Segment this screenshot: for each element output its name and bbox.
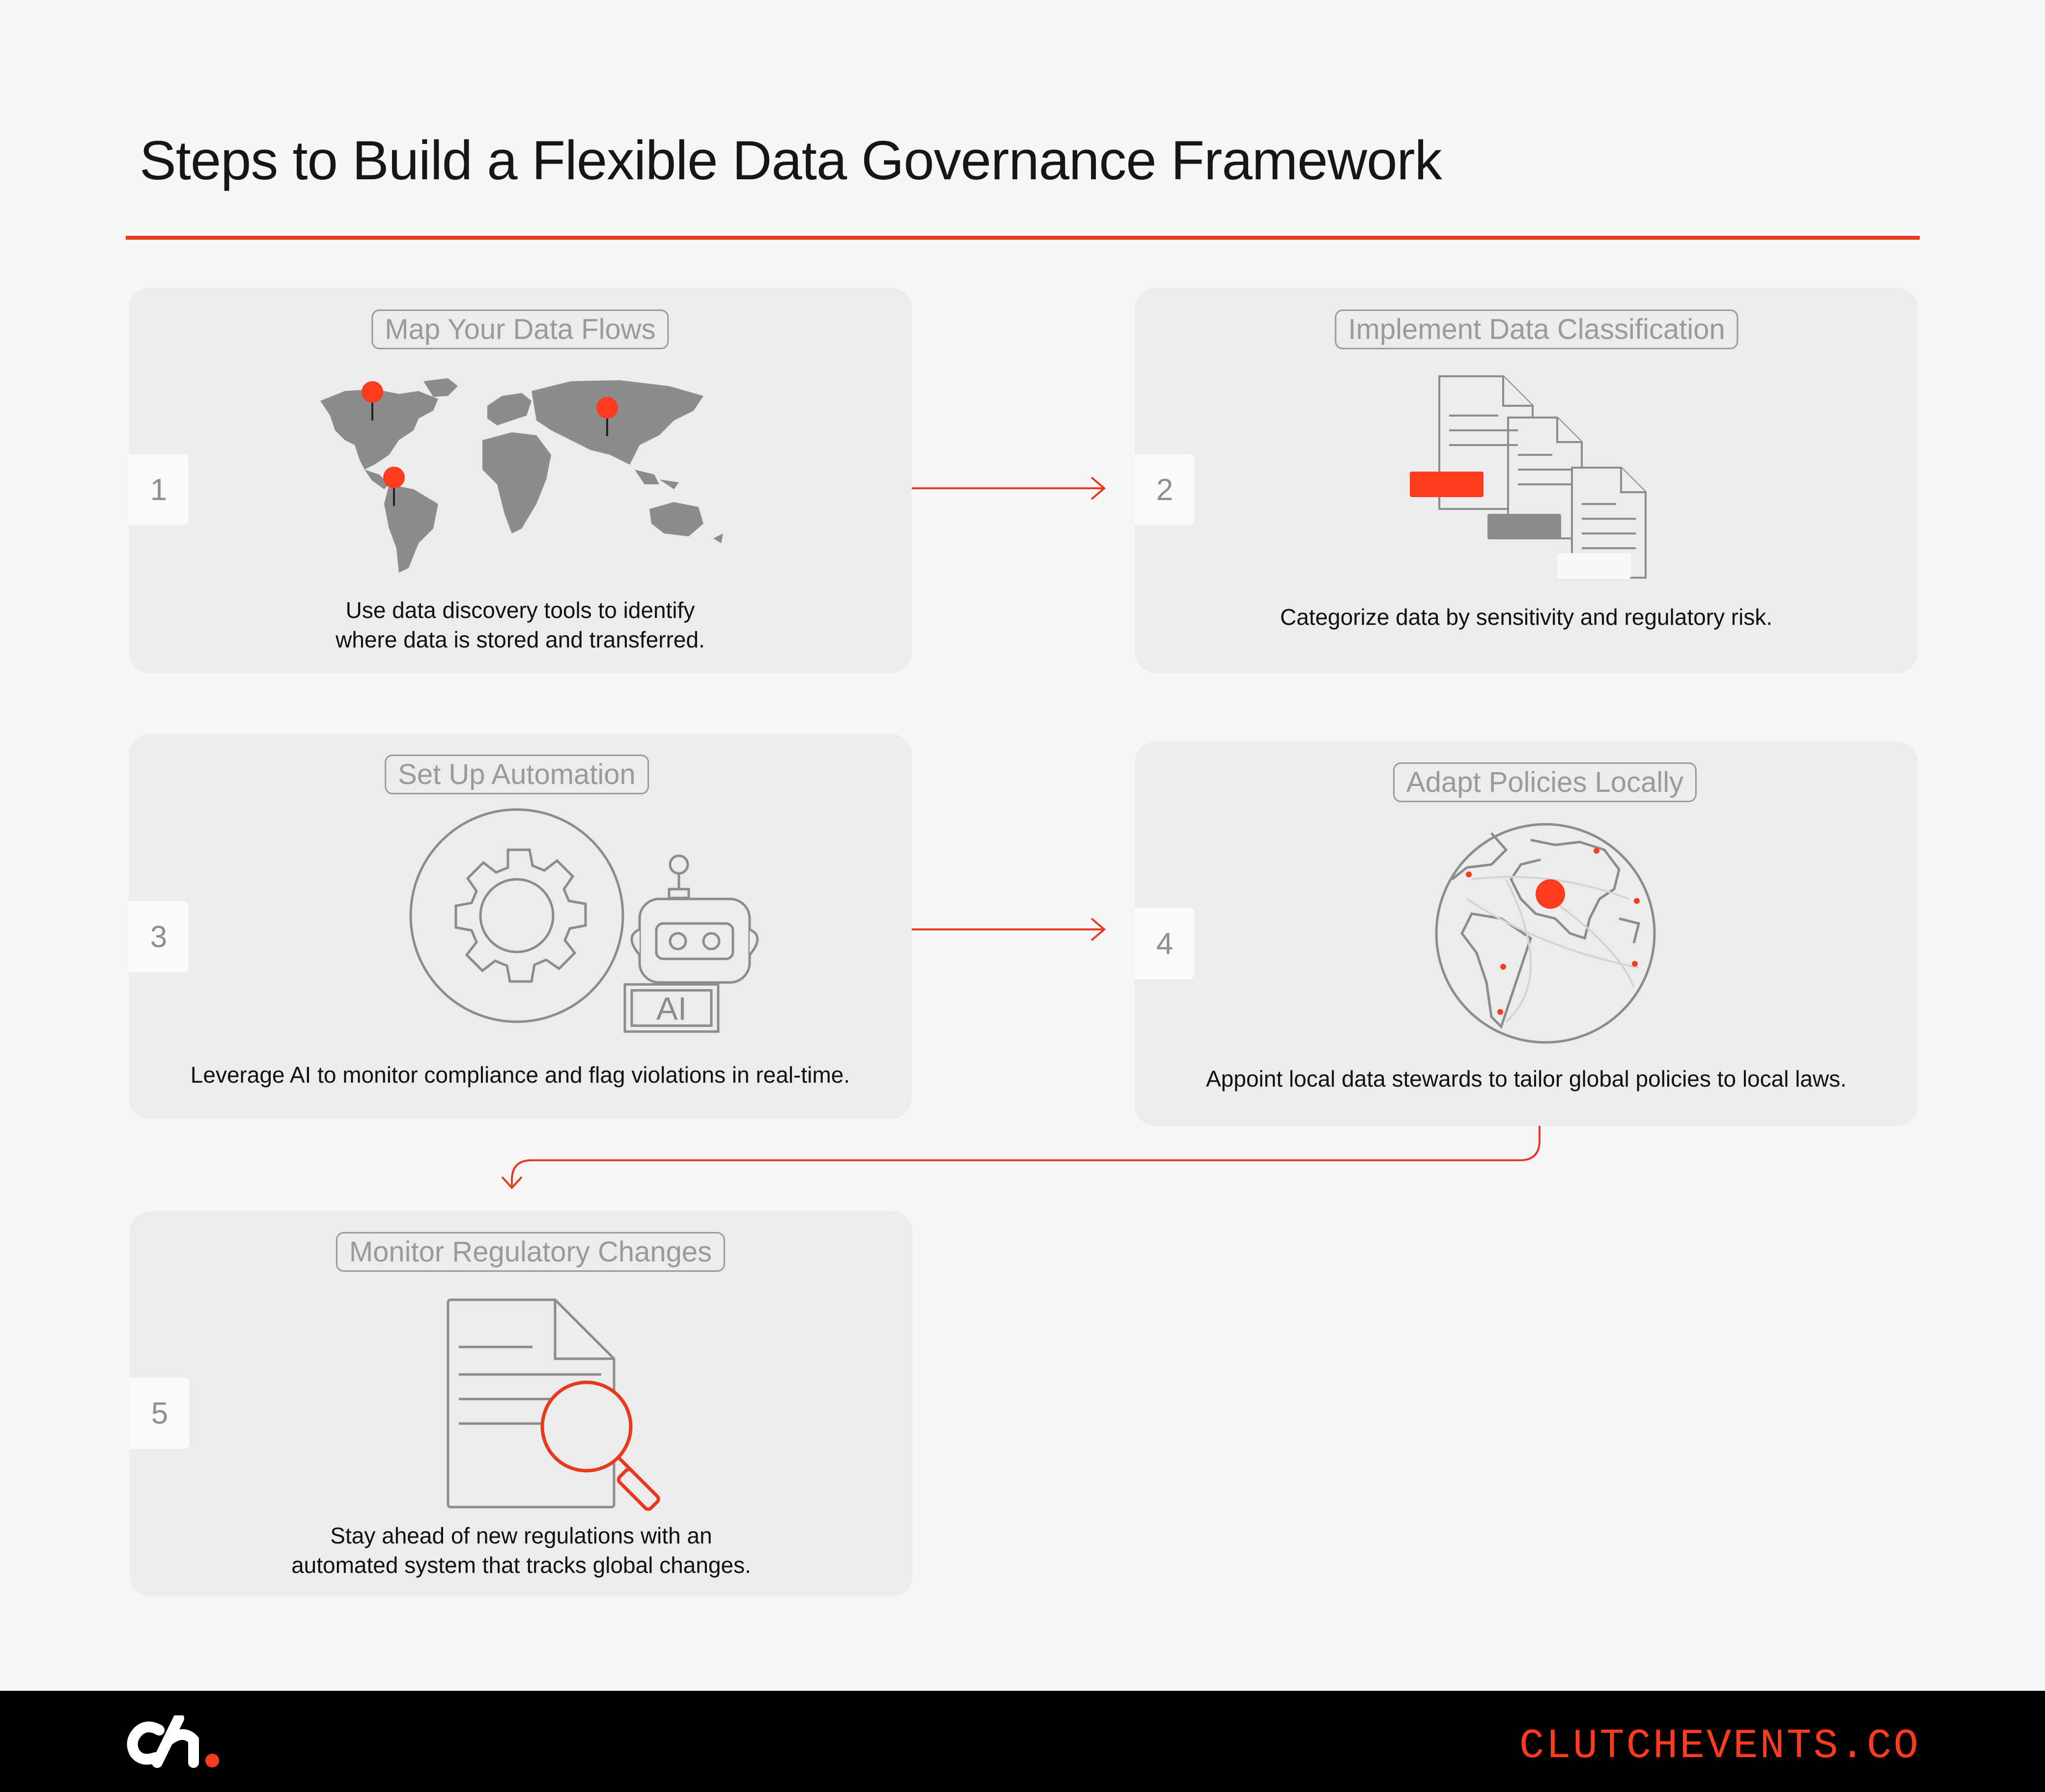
website-link[interactable]: CLUTCHEVENTS.CO bbox=[1519, 1723, 1920, 1770]
step-card-3 bbox=[129, 734, 912, 1119]
step-number: 3 bbox=[129, 901, 189, 973]
step-number: 5 bbox=[130, 1377, 190, 1449]
description-line: Use data discovery tools to identify bbox=[345, 597, 695, 623]
step-label: Map Your Data Flows bbox=[371, 309, 669, 349]
globe-network-icon bbox=[1432, 820, 1658, 1046]
description-line: Categorize data by sensitivity and regulatory risk. bbox=[1280, 604, 1773, 630]
step-number: 1 bbox=[129, 454, 189, 526]
document-magnifier-icon bbox=[444, 1298, 700, 1524]
magnifier-icon bbox=[542, 1382, 660, 1511]
robot-icon bbox=[625, 856, 757, 1032]
high-sensitivity-tag bbox=[1410, 472, 1484, 497]
arrow-1-to-2 bbox=[912, 477, 1104, 499]
step-card-1 bbox=[129, 288, 912, 673]
description-line: automated system that tracks global changes. bbox=[291, 1552, 751, 1578]
step-description bbox=[129, 595, 912, 654]
step-description bbox=[129, 1060, 912, 1090]
step-description bbox=[130, 1521, 913, 1580]
clutch-events-logo bbox=[125, 1715, 228, 1769]
description-line: Stay ahead of new regulations with an bbox=[330, 1523, 712, 1548]
world-map-pins-icon bbox=[315, 371, 738, 578]
step-description bbox=[1135, 1064, 1918, 1093]
step-card-2 bbox=[1135, 288, 1918, 673]
step-number: 2 bbox=[1135, 454, 1195, 526]
footer bbox=[0, 1691, 2045, 1792]
step-label: Implement Data Classification bbox=[1335, 309, 1738, 349]
arrow-3-to-4 bbox=[912, 919, 1104, 940]
gear-robot-icon bbox=[409, 808, 782, 1063]
robot-chest-text: AI bbox=[656, 990, 687, 1027]
description-line: Leverage AI to monitor compliance and flag violations in real-time. bbox=[190, 1062, 850, 1088]
arrow-4-to-5 bbox=[502, 1126, 1540, 1188]
step-card-4 bbox=[1135, 742, 1918, 1126]
step-card-5 bbox=[130, 1211, 913, 1596]
medium-sensitivity-tag bbox=[1487, 514, 1561, 539]
step-label: Set Up Automation bbox=[385, 755, 649, 794]
page-title: Steps to Build a Flexible Data Governance Framework bbox=[140, 130, 1442, 191]
step-description bbox=[1135, 602, 1918, 632]
description-line: where data is stored and transferred. bbox=[336, 627, 705, 652]
description-line: Appoint local data stewards to tailor global policies to local laws. bbox=[1205, 1066, 1847, 1092]
step-label: Adapt Policies Locally bbox=[1393, 762, 1697, 802]
step-label: Monitor Regulatory Changes bbox=[336, 1232, 725, 1272]
low-sensitivity-tag bbox=[1557, 553, 1631, 579]
step-number: 4 bbox=[1135, 908, 1195, 980]
primary-location-dot bbox=[1536, 879, 1565, 909]
stacked-documents-tags-icon bbox=[1410, 371, 1685, 588]
